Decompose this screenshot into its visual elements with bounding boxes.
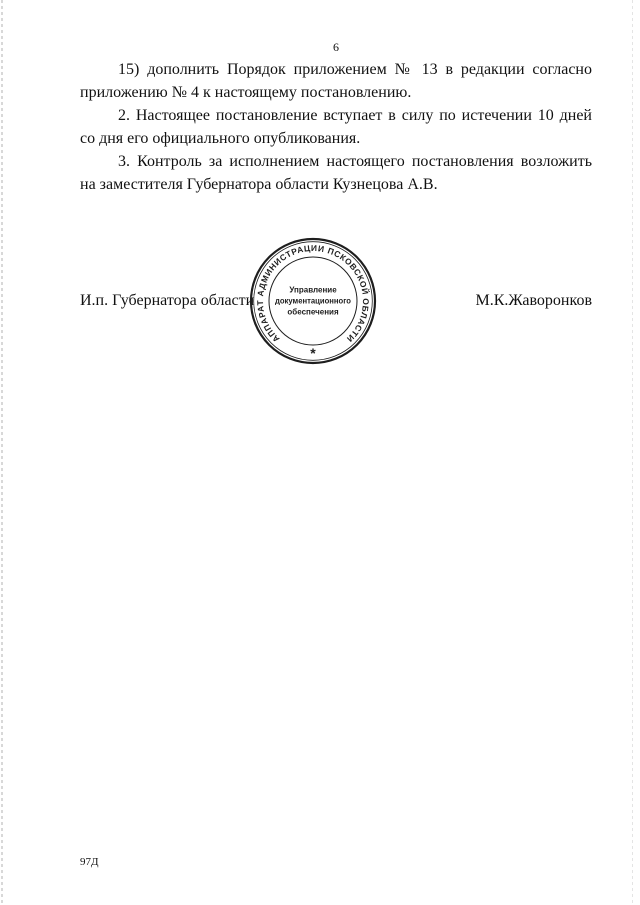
signatory-name: М.К.Жаворонков (475, 292, 592, 309)
signatory-position: И.п. Губернатора области (80, 292, 255, 309)
paragraph-2-line-1: 2. Настоящее постановление вступает в силу по истечении 10 дней (118, 107, 592, 124)
seal-center-line-3: обеспечения (287, 307, 339, 317)
paragraph-2-line-2: со дня его официального опубликования. (80, 130, 361, 147)
paragraph-3-line-1: 3. Контроль за исполнением настоящего постановления возложить (118, 153, 592, 170)
seal-center-line-2: документационного (275, 296, 352, 306)
scan-edge-left (1, 0, 3, 905)
page-number: 6 (333, 40, 339, 54)
paragraph-1-line-2: приложению № 4 к настоящему постановлению. (80, 84, 412, 101)
seal-star-icon: * (310, 345, 316, 361)
seal-ring-text-path: АППАРАТ АДМИНИСТРАЦИИ ПСКОВСКОЙ ОБЛАСТИ (254, 242, 372, 345)
seal-center-line-1: Управление (289, 285, 337, 295)
paragraph-1-line-1: 15) дополнить Порядок приложением № 13 в редакции согласно (118, 61, 592, 78)
official-seal (247, 235, 379, 367)
document-code: 97Д (80, 856, 99, 868)
document-body (80, 58, 592, 196)
paragraph-3-line-2: на заместителя Губернатора области Кузнецова А.В. (80, 176, 438, 193)
scan-edge-right (632, 0, 633, 905)
